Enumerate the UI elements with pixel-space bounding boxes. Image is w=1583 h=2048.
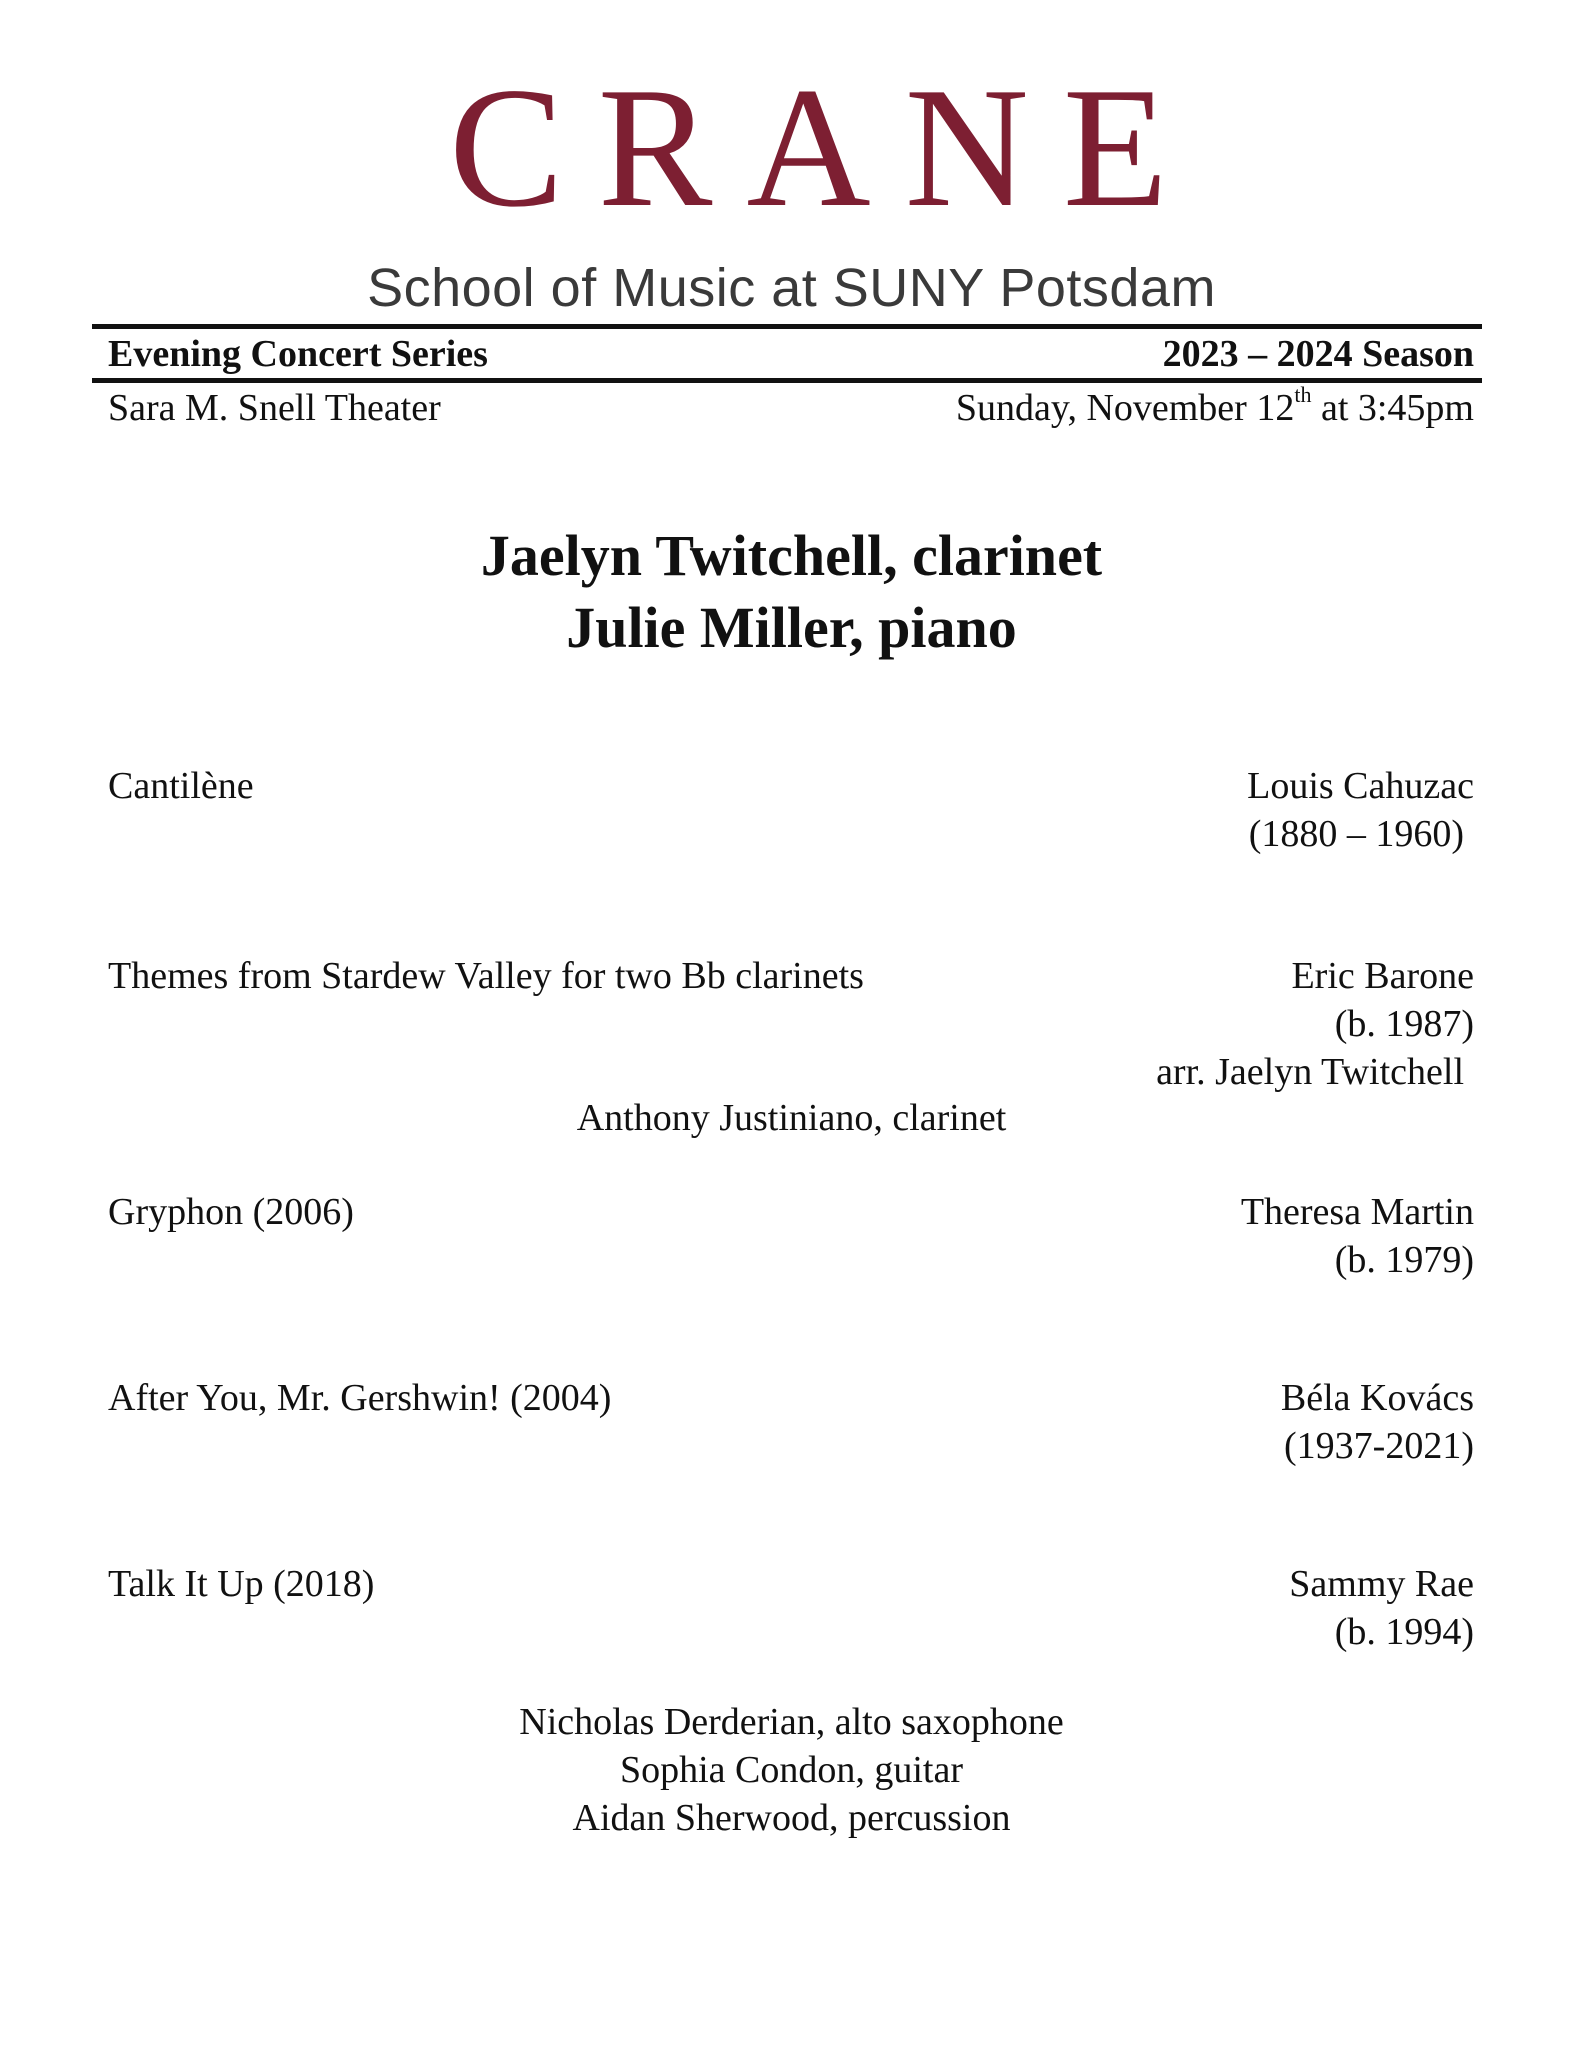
arranger: arr. Jaelyn Twitchell (1156, 1051, 1464, 1093)
season-label: 2023 – 2024 Season (1162, 333, 1474, 375)
header-top-rule (92, 324, 1482, 329)
piece-title: After You, Mr. Gershwin! (2004) (108, 1377, 612, 1419)
composer-name: Eric Barone (1291, 955, 1474, 997)
piece-title: Gryphon (2006) (108, 1191, 354, 1233)
composer-block (1241, 1188, 1474, 1284)
series-name: Evening Concert Series (108, 333, 488, 375)
header-bottom-rule (92, 378, 1482, 383)
composer-dates: (b. 1994) (1334, 1611, 1474, 1653)
date-time: at 3:45pm (1311, 387, 1474, 429)
composer-block (1247, 762, 1474, 858)
school-subtitle: School of Music at SUNY Potsdam (367, 258, 1216, 318)
piece-title: Themes from Stardew Valley for two Bb clarinets (108, 955, 864, 997)
composer-name: Theresa Martin (1240, 1191, 1474, 1233)
guest-performer: Aidan Sherwood, percussion (572, 1797, 1011, 1839)
guest-performers (0, 1094, 1583, 1142)
piece-title: Talk It Up (2018) (108, 1563, 375, 1605)
composer-dates: (1937-2021) (1284, 1425, 1474, 1467)
composer-dates: (1880 – 1960) (1248, 813, 1464, 855)
composer-block (1289, 1560, 1474, 1656)
composer-block (1281, 1374, 1474, 1470)
composer-name: Sammy Rae (1289, 1563, 1474, 1605)
concert-date (955, 382, 1474, 430)
venue-name: Sara M. Snell Theater (108, 387, 441, 429)
composer-block (1156, 952, 1474, 1096)
guest-performer: Nicholas Derderian, alto saxophone (519, 1701, 1064, 1743)
composer-dates: (b. 1979) (1334, 1239, 1474, 1281)
composer-dates: (b. 1987) (1334, 1003, 1474, 1045)
performer-piano: Julie Miller, piano (566, 595, 1017, 660)
date-prefix: Sunday, November 12 (955, 387, 1295, 429)
venue-row (108, 382, 1474, 430)
composer-name: Louis Cahuzac (1247, 765, 1474, 807)
crane-logo-wordmark: CRANE (449, 53, 1202, 243)
series-row (108, 332, 1474, 376)
guest-performer: Sophia Condon, guitar (619, 1749, 964, 1791)
performer-clarinet: Jaelyn Twitchell, clarinet (480, 523, 1103, 588)
performers-block (0, 520, 1583, 664)
guest-performers (0, 1698, 1583, 1842)
composer-name: Béla Kovács (1280, 1377, 1474, 1419)
guest-performer: Anthony Justiniano, clarinet (576, 1097, 1007, 1139)
date-ordinal: th (1294, 382, 1312, 408)
piece-title: Cantilène (108, 765, 254, 807)
